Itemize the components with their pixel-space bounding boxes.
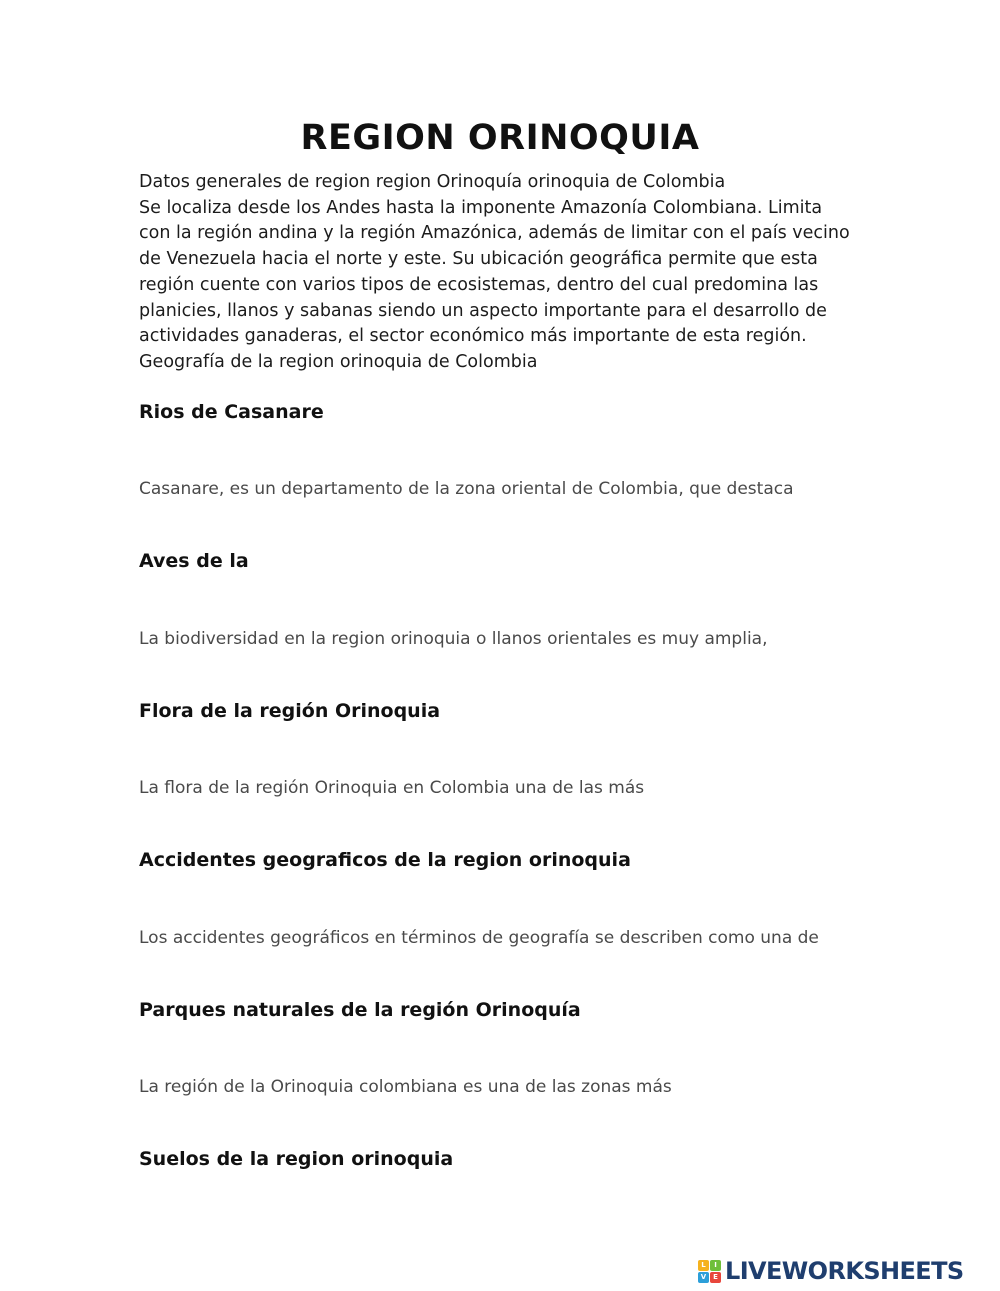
section-heading-parques: Parques naturales de la región Orinoquía — [139, 999, 581, 1021]
intro-text — [139, 170, 859, 376]
logo-letter: V — [698, 1272, 709, 1283]
section-summary-parques: La región de la Orinoquia colombiana es una de las zonas más — [139, 1077, 672, 1097]
section-summary-accidentes: Los accidentes geográficos en términos de geografía se describen como una de — [139, 928, 819, 948]
section-heading-accidentes: Accidentes geograficos de la region orinoquia — [139, 849, 631, 871]
section-heading-aves: Aves de la — [139, 550, 249, 572]
intro-line-general: Datos generales de region region Orinoquía orinoquia de Colombia — [139, 172, 726, 192]
logo-letter: E — [710, 1272, 721, 1283]
page-title: REGION ORINOQUIA — [300, 118, 700, 158]
liveworksheets-brand[interactable] — [698, 1255, 964, 1287]
logo-letter: L — [698, 1260, 709, 1271]
liveworksheets-logo-icon — [698, 1260, 721, 1283]
section-summary-flora: La flora de la región Orinoquia en Colombia una de las más — [139, 778, 645, 798]
logo-letter: I — [710, 1260, 721, 1271]
section-heading-rios: Rios de Casanare — [139, 401, 324, 423]
brand-name: LIVEWORKSHEETS — [725, 1257, 964, 1285]
section-heading-flora: Flora de la región Orinoquia — [139, 700, 441, 722]
intro-line-geography: Geografía de la region orinoquia de Colombia — [139, 351, 538, 372]
section-summary-rios: Casanare, es un departamento de la zona oriental de Colombia, que destaca — [139, 479, 794, 499]
section-heading-suelos: Suelos de la region orinoquia — [139, 1148, 454, 1170]
intro-paragraph-location: Se localiza desde los Andes hasta la imponente Amazonía Colombiana. Limita con la región andina y la región Amazónica, además de limitar con el país vecino de Venezuela hacia el norte y este. Su ubicación geográfica permite que esta región cuente con varios tipos de ecosistemas, dentro del cual predomina las planicies, llanos y sabanas siendo un aspecto importante para el desarrollo de actividades ganaderas, el sector económico más importante de esta región. — [139, 197, 850, 347]
section-summary-aves: La biodiversidad en la region orinoquia o llanos orientales es muy amplia, — [139, 629, 768, 649]
